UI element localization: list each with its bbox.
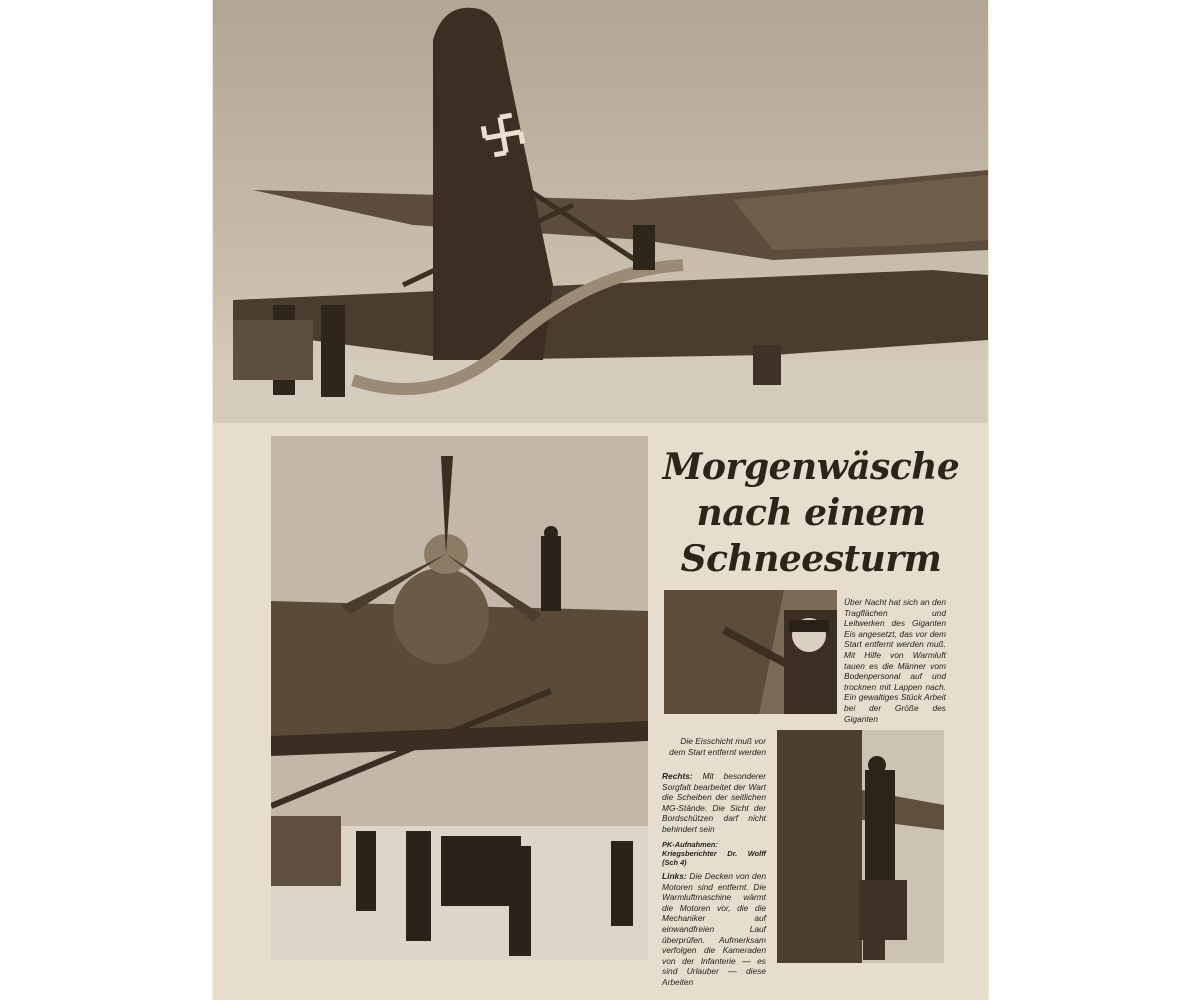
headline-line-1: Morgenwäsche bbox=[662, 446, 960, 488]
caption-rechts-lead: Rechts: bbox=[662, 771, 693, 781]
aircraft-tail-photo bbox=[213, 0, 988, 423]
caption-links-lead: Links: bbox=[662, 871, 687, 881]
caption-links bbox=[662, 871, 766, 988]
caption-rechts-text: Mit besonderer Sorgfalt bearbeitet der Wart die Scheiben der seitlichen MG-Stände. Die Sicht der Bordschützen darf nicht behindert sein bbox=[662, 771, 766, 834]
propeller-photo bbox=[271, 436, 648, 960]
photo-credit: PK-Aufnahmen: Kriegsberichter Dr. Wolff (Sch 4) bbox=[662, 840, 766, 867]
headline-line-3: Schneesturm bbox=[680, 538, 942, 580]
caption-links-text: Die Decken von den Motoren sind entfernt. Die Warmluftmaschine wärmt die Motoren vor, die die Mechaniker auf einwandfreien Lauf überprüfen. Aufmerksam verfolgen die Kameraden von der Infanterie — es sind Urlauber — diese Arbeiten bbox=[662, 871, 767, 987]
gunner-window-photo bbox=[664, 590, 837, 714]
caption-rechts bbox=[662, 771, 766, 835]
headline bbox=[661, 444, 961, 582]
barrel-photo bbox=[777, 730, 944, 963]
caption-ice-layer: Die Eisschicht muß vor dem Start entfernt werden bbox=[669, 736, 766, 757]
caption-gunner: Über Nacht hat sich an den Tragflächen und Leitwerken des Giganten Eis angesetzt, das vor dem Start entfernt werden muß. Mit Hilfe von Warmluft tauen es die Männer vom Bodenpersonal auf und trocknen mit Lappen nach. Ein gewaltiges Stück Arbeit bei der Größe des Giganten bbox=[844, 597, 946, 724]
headline-line-2: nach einem bbox=[696, 492, 926, 534]
magazine-page bbox=[213, 0, 988, 1000]
